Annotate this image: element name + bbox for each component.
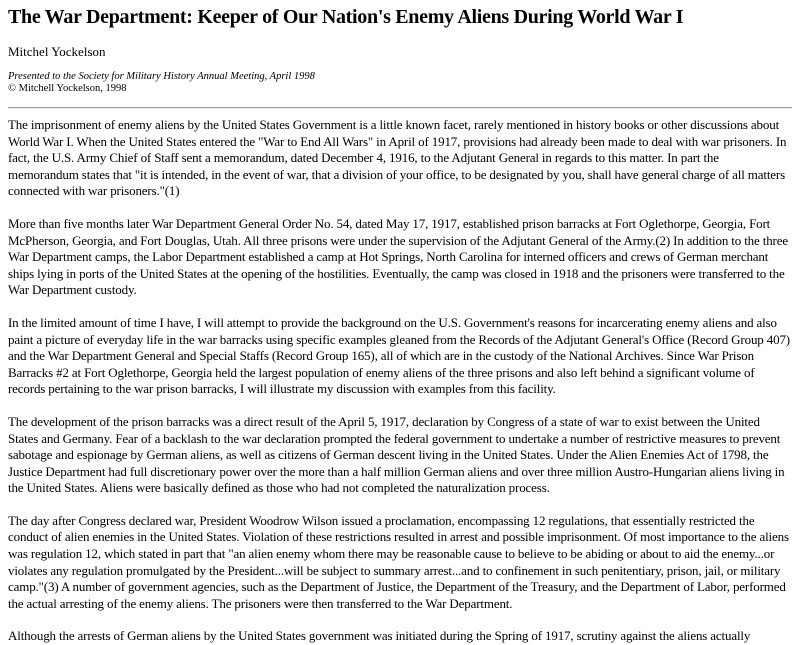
presented-note: Presented to the Society for Military History Annual Meeting, April 1998	[8, 71, 315, 82]
author: Mitchel Yockelson	[8, 44, 106, 59]
publication-info	[8, 71, 792, 95]
copyright: © Mitchell Yockelson, 1998	[8, 83, 127, 94]
paragraph: In the limited amount of time I have, I will attempt to provide the background on the U.S. Government's reasons for incarcerating enemy aliens and also paint a picture of everyday life in the war barracks using specific examples gleaned from the Records of the Adjutant General's Office (Record Group 407) and the War Department General and Special Staffs (Record Group 165), all of which are in the custody of the National Archives. Since War Prison Barracks #2 at Fort Oglethorpe, Georgia held the largest population of enemy aliens of the three prisons and also left behind a significant volume of records pertaining to the war prison barracks, I will illustrate my discussion with examples from this facility.	[8, 314, 790, 397]
divider	[8, 107, 792, 109]
page-title: The War Department: Keeper of Our Nation's Enemy Aliens During World War I	[8, 6, 684, 28]
paragraph: The development of the prison barracks was a direct result of the April 5, 1917, declaration by Congress of a state of war to exist between the United States and Germany. Fear of a backlash to the war declaration prompted the federal government to undertake a number of restrictive measures to prevent sabotage and espionage by German aliens, as well as citizens of German descent living in the United States. Under the Alien Enemies Act of 1798, the Justice Department had full discretionary power over the more than a half million German aliens and over three million Austro-Hungarian aliens living in the United States. Aliens were basically defined as those who had not completed the naturalization process.	[8, 413, 785, 496]
paragraph: The day after Congress declared war, President Woodrow Wilson issued a proclamation, encompassing 12 regulations, that essentially restricted the conduct of alien enemies in the United States. Violation of these restrictions resulted in arrest and possible imprisonment. Of most importance to the aliens was regulation 12, which stated in part that "an alien enemy whom there may be reasonable cause to believe to be abiding or about to aid the enemy...or violates any regulation promulgated by the President...will be subject to summary arrest...and to confinement in such penitentiary, prison, jail, or military camp."(3) A number of government agencies, such as the Department of Justice, the Department of the Treasury, and the Department of Labor, performed the actual arresting of the enemy aliens. The prisoners were then transferred to the War Department.	[8, 512, 789, 611]
paragraph: More than five months later War Department General Order No. 54, dated May 17, 1917, established prison barracks at Fort Oglethorpe, Georgia, Fort McPherson, Georgia, and Fort Douglas, Utah. All three prisons were under the supervision of the Adjutant General of the Army.(2) In addition to the three War Department camps, the Labor Department established a camp at Hot Springs, North Carolina for interned officers and crews of German merchant ships lying in ports of the United States at the opening of the hostilities. Eventually, the camp was closed in 1918 and the prisoners were transferred to the War Department custody.	[8, 215, 788, 298]
paragraph: Although the arrests of German aliens by the United States government was initiated during the Spring of 1917, scrutiny against the aliens actually	[8, 628, 751, 644]
paragraph: The imprisonment of enemy aliens by the United States Government is a little known facet, rarely mentioned in history books or other discussions about World War I. When the United States entered the "War to End All Wars" in April of 1917, provisions had already been made to deal with war prisoners. In fact, the U.S. Army Chief of Staff sent a memorandum, dated December 4, 1916, to the Adjutant General in regards to this matter. In part the memorandum states that "it is intended, in the event of war, that a division of your office, to be designated by you, shall have general charge of all matters connected with war prisoners."(1)	[8, 117, 787, 199]
